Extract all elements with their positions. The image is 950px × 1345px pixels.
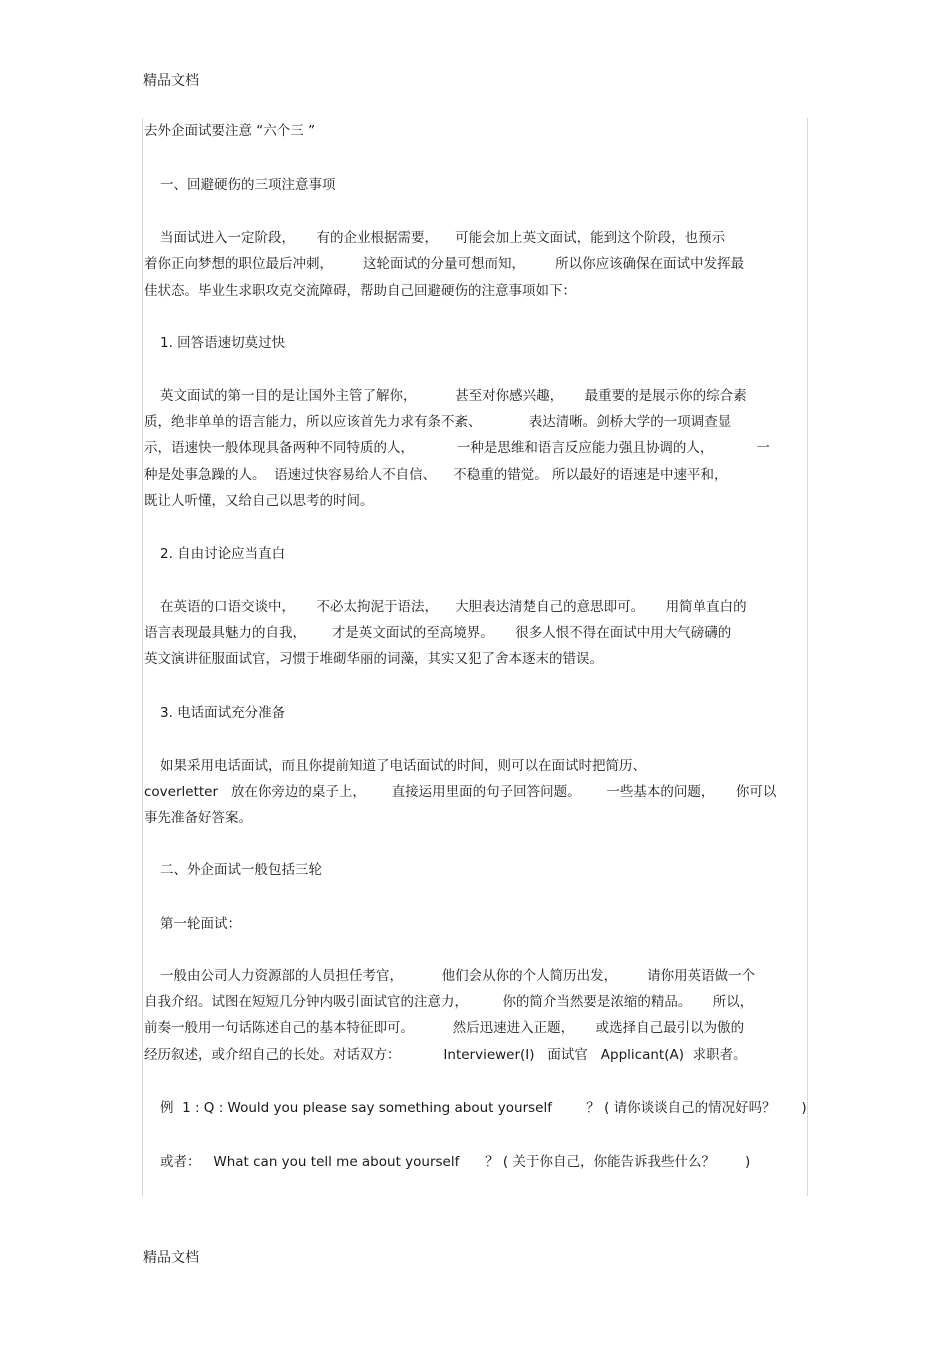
paragraph-line: 英文面试的第一目的是让国外主管了解你， 甚至对你感兴趣， 最重要的是展示你的综合素: [160, 388, 747, 404]
paragraph-line: 英文演讲征服面试官，习惯于堆砌华丽的词藻，其实又犯了舍本逐末的错误。: [144, 651, 603, 667]
subsection-heading: 第一轮面试：: [160, 916, 241, 932]
paragraph-line: 如果采用电话面试，而且你提前知道了电话面试的时间，则可以在面试时把简历、: [160, 758, 646, 774]
section-heading: 一、回避硬伤的三项注意事项: [160, 177, 336, 193]
paragraph-line: coverletter 放在你旁边的桌子上， 直接运用里面的句子回答问题。 一些基本的问题， 你可以: [144, 784, 777, 800]
paragraph-line: 自我介绍。试图在短短几分钟内吸引面试官的注意力， 你的简介当然要是浓缩的精品。 所以，: [144, 994, 754, 1010]
example-line: 例 1 : Q : Would you please say something about yourself ？ ( 请你谈谈自己的情况好吗？ ): [160, 1100, 807, 1116]
paragraph-line: 示，语速快一般体现具备两种不同特质的人， 一种是思维和语言反应能力强且协调的人， 一: [144, 440, 770, 456]
section-heading: 二、外企面试一般包括三轮: [160, 862, 322, 878]
subsection-heading: 2. 自由讨论应当直白: [160, 546, 286, 562]
paragraph-line: 在英语的口语交谈中， 不必太拘泥于语法， 大胆表达清楚自己的意思即可。 用简单直白的: [160, 599, 747, 615]
paragraph-line: 种是处事急躁的人。 语速过快容易给人不自信、 不稳重的错觉。 所以最好的语速是中速平和，: [144, 467, 728, 483]
page-header: 精品文档: [143, 73, 199, 89]
paragraph-line: 经历叙述，或介绍自己的长处。对话双方： Interviewer(I) 面试官 Applicant(A) 求职者。: [144, 1047, 747, 1063]
paragraph-line: 既让人听懂，又给自己以思考的时间。: [144, 493, 374, 509]
paragraph-line: 事先准备好答案。: [144, 810, 252, 826]
paragraph-line: 佳状态。毕业生求职攻克交流障碍，帮助自己回避硬伤的注意事项如下：: [144, 283, 576, 299]
paragraph-line: 当面试进入一定阶段， 有的企业根据需要， 可能会加上英文面试，能到这个阶段，也预示: [160, 230, 726, 246]
paragraph-line: 质，绝非单单的语言能力，所以应该首先力求有条不紊、 表达清晰。剑桥大学的一项调查显: [144, 414, 732, 430]
paragraph-line: 着你正向梦想的职位最后冲刺， 这轮面试的分量可想而知， 所以你应该确保在面试中发挥最: [144, 256, 745, 272]
subsection-heading: 3. 电话面试充分准备: [160, 705, 286, 721]
page-footer: 精品文档: [143, 1250, 199, 1266]
subsection-heading: 1. 回答语速切莫过快: [160, 335, 286, 351]
paragraph-line: 语言表现最具魅力的自我， 才是英文面试的至高境界。 很多人恨不得在面试中用大气磅礴的: [144, 625, 732, 641]
paragraph-line: 一般由公司人力资源部的人员担任考官， 他们会从你的个人简历出发， 请你用英语做一个: [160, 968, 756, 984]
paragraph-line: 前奏一般用一句话陈述自己的基本特征即可。 然后迅速进入正题， 或选择自己最引以为傲的: [144, 1020, 745, 1036]
example-line: 或者： What can you tell me about yourself ？ ( 关于你自己，你能告诉我些什么？ ): [160, 1154, 751, 1170]
document-title: 去外企面试要注意 “六个三 ”: [144, 123, 316, 139]
